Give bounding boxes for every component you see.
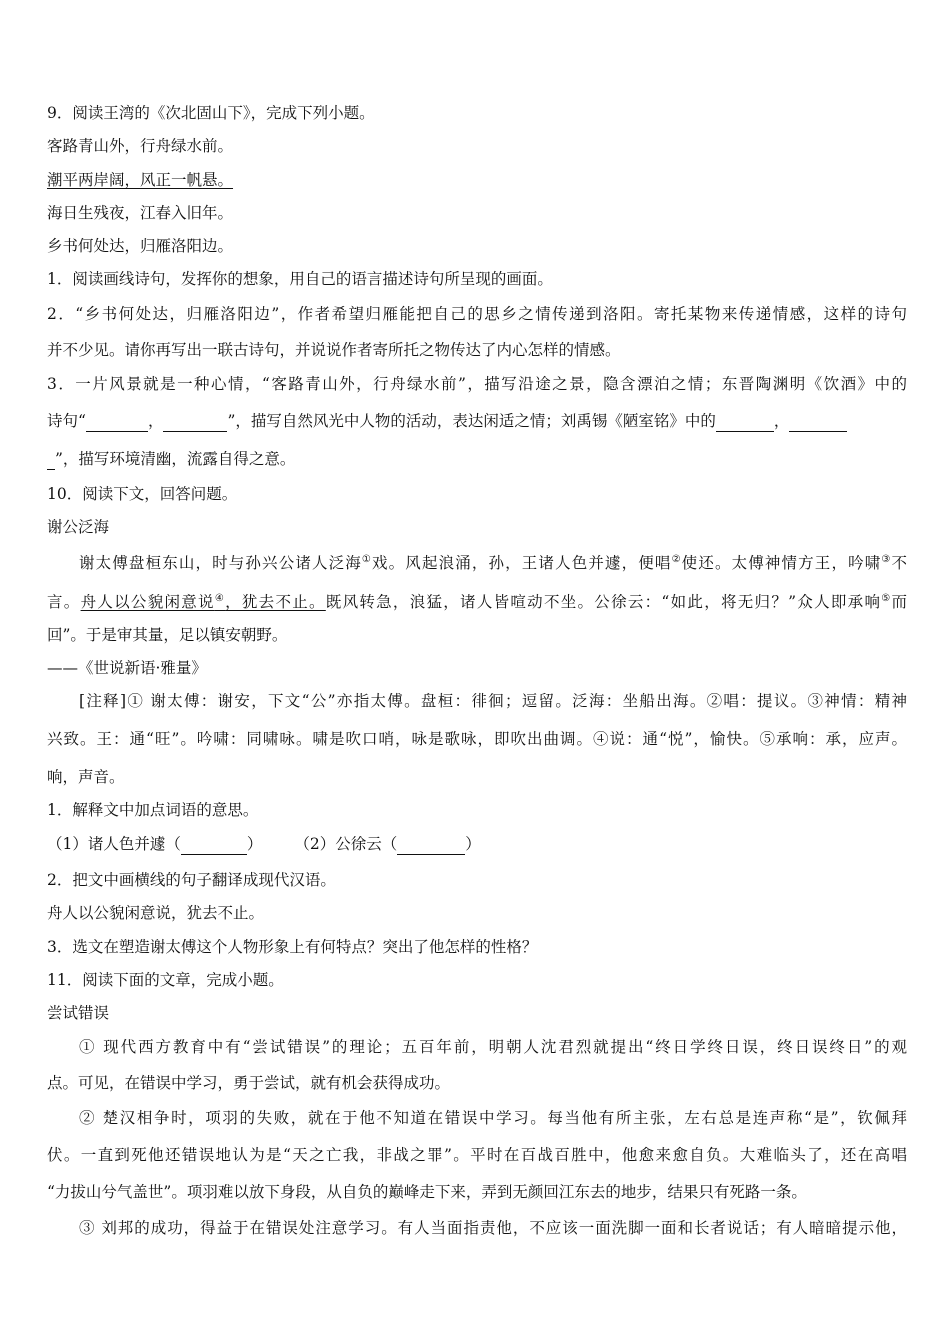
answer-blank[interactable] — [47, 453, 55, 470]
footnote-ref: ② — [671, 554, 682, 565]
poem-line-3: 海日生残夜，江春入旧年。 — [47, 204, 234, 222]
q9-sub2-line2: 并不少见。请你再写出一联古诗句，并说说作者寄所托之物传达了内心怎样的情感。 — [47, 341, 621, 359]
poem-line-4: 乡书何处达，归雁洛阳边。 — [47, 237, 234, 255]
q9-sub2-line1: 2．“乡书何处达，归雁洛阳边”，作者希望归雁能把自己的思乡之情传递到洛阳。寄托某物来传递情感，这样的诗句 — [47, 305, 907, 323]
poem-line-2 — [47, 169, 907, 191]
q10-sub1-item2: （2）公徐云（ — [294, 835, 398, 853]
q11-para1-line1: ① 现代西方教育中有“尝试错误”的理论；五百年前，明朝人沈君烈就提出“终日学终日误，终日误终日”的观 — [79, 1038, 907, 1056]
q10-sub2-sentence: 舟人以公貌闲意说，犹去不止。 — [47, 904, 265, 922]
answer-blank[interactable] — [716, 415, 774, 432]
comma: ， — [773, 412, 790, 430]
footnote-ref: ⑤ — [881, 593, 892, 604]
q11-title: 11．阅读下面的文章，完成小题。 — [47, 971, 284, 989]
q10-sub1: 1．解释文中加点词语的意思。 — [47, 801, 259, 819]
answer-blank[interactable] — [789, 415, 847, 432]
q11-para2-line3: “力拔山兮气盖世”。项羽难以放下身段，从自负的巅峰走下来，弄到无颜回江东去的地步，结果只有死路一条。 — [47, 1183, 807, 1201]
q10-heading: 谢公泛海 — [47, 518, 110, 536]
q11-para2-line1: ② 楚汉相争时，项羽的失败，就在于他不知道在错误中学习。每当他有所主张，左右总是连声称“是”，钦佩拜 — [79, 1109, 907, 1127]
answer-blank[interactable] — [163, 415, 227, 432]
q9-sub3-line2 — [47, 410, 907, 432]
answer-blank[interactable] — [86, 415, 148, 432]
q11-para2-line2: 伏。一直到死他还错误地认为是“天之亡我，非战之罪”。平时在百战百胜中，他愈来愈自负。大难临头了，还在高唱 — [47, 1146, 907, 1164]
q9-sub3-line3 — [47, 448, 907, 470]
q9-sub1: 1．阅读画线诗句，发挥你的想象，用自己的语言描述诗句所呈现的画面。 — [47, 270, 553, 288]
q11-para1-line2: 点。可见，在错误中学习，勇于尝试，就有机会获得成功。 — [47, 1074, 451, 1092]
q10-sub2: 2．把文中画横线的句子翻译成现代汉语。 — [47, 871, 336, 889]
underlined-poem-line: 潮平两岸阔，风正一帆悬。 — [47, 171, 234, 189]
q10-para-line1: 谢太傅盘桓东山，时与孙兴公诸人泛海①戏。风起浪涌，孙，王诸人色并遽，便唱②使还。太傅神情方王，吟啸③不 — [79, 554, 907, 572]
comma: ， — [147, 412, 164, 430]
q10-note-line2: 兴致。王：通“旺”。吟啸：同啸咏。啸是吹口哨，咏是歌咏，即吹出曲调。④说：通“悦”，愉快。⑤承响：承，应声。 — [47, 730, 907, 748]
answer-blank[interactable] — [181, 838, 247, 855]
q9-sub3-line1: 3．一片风景就是一种心情，“客路青山外，行舟绿水前”，描写沿途之景，隐含漂泊之情；东晋陶渊明《饮酒》中的 — [47, 375, 907, 393]
q11-para3-line1: ③ 刘邦的成功，得益于在错误处注意学习。有人当面指责他，不应该一面洗脚一面和长者说话；有人暗暗提示他， — [79, 1219, 907, 1237]
footnote-ref: ③ — [881, 554, 892, 565]
q10-sub1-item1: （1）诸人色并遽（ — [47, 835, 181, 853]
answer-blank[interactable] — [397, 838, 465, 855]
q10-source: ——《世说新语·雅量》 — [47, 659, 207, 677]
q9-sub3-middle: ”，描写自然风光中人物的活动，表达闲适之情；刘禹锡《陋室铭》中的 — [227, 412, 716, 430]
q10-title: 10．阅读下文，回答问题。 — [47, 485, 238, 503]
q10-para-line2: 言。舟人以公貌闲意说④，犹去不止。既风转急，浪猛，诸人皆喧动不坐。公徐云：“如此，将无归？”众人即承响⑤而 — [47, 593, 907, 611]
q9-title: 9．阅读王湾的《次北固山下》，完成下列小题。 — [47, 104, 375, 122]
q10-note-line3: 响，声音。 — [47, 768, 125, 786]
footnote-ref: ④ — [214, 593, 226, 604]
q10-sub1-items: （1）诸人色并遽（ ） （2）公徐云（ ） — [47, 835, 481, 853]
q9-sub3-prefix: 诗句“ — [47, 412, 86, 430]
q10-para-line3: 回”。于是审其量，足以镇安朝野。 — [47, 626, 288, 644]
footnote-ref: ① — [361, 554, 373, 565]
q10-note-line1: [注释]① 谢太傅：谢安，下文“公”亦指太傅。盘桓：徘徊；逗留。泛海：坐船出海。②唱：提议。③神情：精神 — [79, 692, 907, 710]
underlined-sentence: 舟人以公貌闲意说④，犹去不止。 — [80, 593, 326, 611]
q9-sub3-suffix: ”，描写环境清幽，流露自得之意。 — [55, 450, 296, 468]
q10-sub3: 3．选文在塑造谢太傅这个人物形象上有何特点？突出了他怎样的性格？ — [47, 938, 538, 956]
poem-line-1: 客路青山外，行舟绿水前。 — [47, 137, 234, 155]
q11-heading: 尝试错误 — [47, 1004, 110, 1022]
